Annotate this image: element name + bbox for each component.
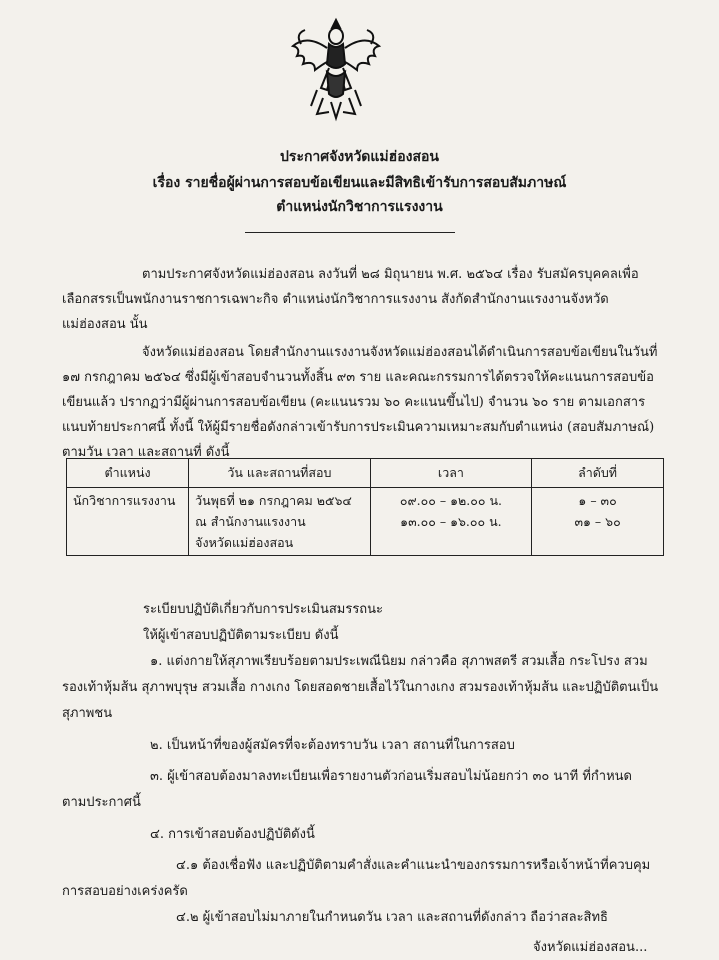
rule-4-1-line-1: ๔.๑ ต้องเชื่อฟัง และปฏิบัติตามคำสั่งและคำแนะนำของกรรมการหรือเจ้าหน้าที่ควบคุม [176,858,651,873]
announcement-subject: เรื่อง รายชื่อผู้ผ่านการสอบข้อเขียนและมีสิทธิเข้ารับการสอบสัมภาษณ์ [152,175,567,191]
rule-4-2: ๔.๒ ผู้เข้าสอบไม่มาภายในกำหนดวัน เวลา และสถานที่ดังกล่าว ถือว่าสละสิทธิ [176,910,608,925]
date-place-cell [189,488,371,556]
rule-2: ๒. เป็นหน้าที่ของผู้สมัครที่จะต้องทราบวัน เวลา สถานที่ในการสอบ [150,738,515,753]
schedule-table [66,458,664,556]
column-header: เวลา [370,459,531,488]
column-header: ลำดับที่ [532,459,664,488]
rules-intro: ให้ผู้เข้าสอบปฏิบัติตามระเบียบ ดังนี้ [143,628,339,643]
table-row [67,488,664,556]
order-range-1: ๑ – ๓๐ [578,493,617,508]
rule-1-line-2: รองเท้าหุ้มส้น สุภาพบุรุษ สวมเสื้อ กางเกง โดยสอดชายเสื้อไว้ในกางเกง สวมรองเท้าหุ้มส้น และปฏิบัติตนเป็น [62,680,659,695]
garuda-emblem [287,14,385,124]
column-header: ตำแหน่ง [67,459,189,488]
paragraph-1: ตามประกาศจังหวัดแม่ฮ่องสอน ลงวันที่ ๒๘ มิถุนายน พ.ศ. ๒๕๖๔ เรื่อง รับสมัครบุคคลเพื่อเลือกสรรเป็นพนักงานราชการเฉพาะกิจ ตำแหน่งนักวิชาการแรงงาน สังกัดสำนักงานแรงงานจังหวัดแม่ฮ่องสอน นั้น [62,267,639,332]
column-header: วัน และสถานที่สอบ [189,459,371,488]
rule-3-line-2: ตามประกาศนี้ [62,795,141,810]
exam-date: วันพุธที่ ๒๑ กรกฎาคม ๒๕๖๔ [195,493,352,508]
exam-place: ณ สำนักงานแรงงาน [195,514,306,529]
time-afternoon: ๑๓.๐๐ – ๑๖.๐๐ น. [400,514,502,529]
rule-3-line-1: ๓. ผู้เข้าสอบต้องมาลงทะเบียนเพื่อรายงานตัวก่อนเริ่มสอบไม่น้อยกว่า ๓๐ นาที ที่กำหนด [150,769,632,784]
paragraph-2: จังหวัดแม่ฮ่องสอน โดยสำนักงานแรงงานจังหวัดแม่ฮ่องสอนได้ดำเนินการสอบข้อเขียนในวันที่ ๑๗ กรกฎาคม ๒๕๖๔ ซึ่งมีผู้เข้าสอบจำนวนทั้งสิ้น ๙๓ ราย และคณะกรรมการได้ตรวจให้คะแนนการสอบข้อเขียนแล้ว ปรากฏว่ามีผู้ผ่านการสอบข้อเขียน (คะแนนรวม ๖๐ คะแนนขึ้นไป) จำนวน ๖๐ ราย ตามเอกสารแนบท้ายประกาศนี้ ทั้งนี้ ให้ผู้มีรายชื่อดังกล่าวเข้ารับการประเมินความเหมาะสมกับตำแหน่ง (สอบสัมภาษณ์) ตามวัน เวลา และสถานที่ ดังนี้ [62,345,658,460]
rule-4: ๔. การเข้าสอบต้องปฏิบัติดังนี้ [150,827,315,842]
order-cell [532,488,664,556]
position-cell [67,488,189,556]
rule-4-1-line-2: การสอบอย่างเคร่งครัด [62,884,188,899]
rules-title: ระเบียบปฏิบัติเกี่ยวกับการประเมินสมรรถนะ [143,602,384,617]
exam-province: จังหวัดแม่ฮ่องสอน [195,535,294,550]
time-cell [370,488,531,556]
rule-1-line-3: สุภาพชน [62,706,113,721]
announcement-title: ประกาศจังหวัดแม่ฮ่องสอน [280,149,439,165]
rule-1-line-1: ๑. แต่งกายให้สุภาพเรียบร้อยตามประเพณีนิยม กล่าวคือ สุภาพสตรี สวมเสื้อ กระโปรง สวม [150,654,648,669]
order-range-2: ๓๑ – ๖๐ [574,514,621,529]
time-morning: ๐๙.๐๐ – ๑๒.๐๐ น. [399,493,502,508]
position-title: ตำแหน่งนักวิชาการแรงงาน [276,199,443,215]
table-header-row [67,459,664,488]
position-value: นักวิชาการแรงงาน [73,493,176,508]
header-divider [245,232,455,233]
continuation-footer: จังหวัดแม่ฮ่องสอน... [533,940,648,955]
